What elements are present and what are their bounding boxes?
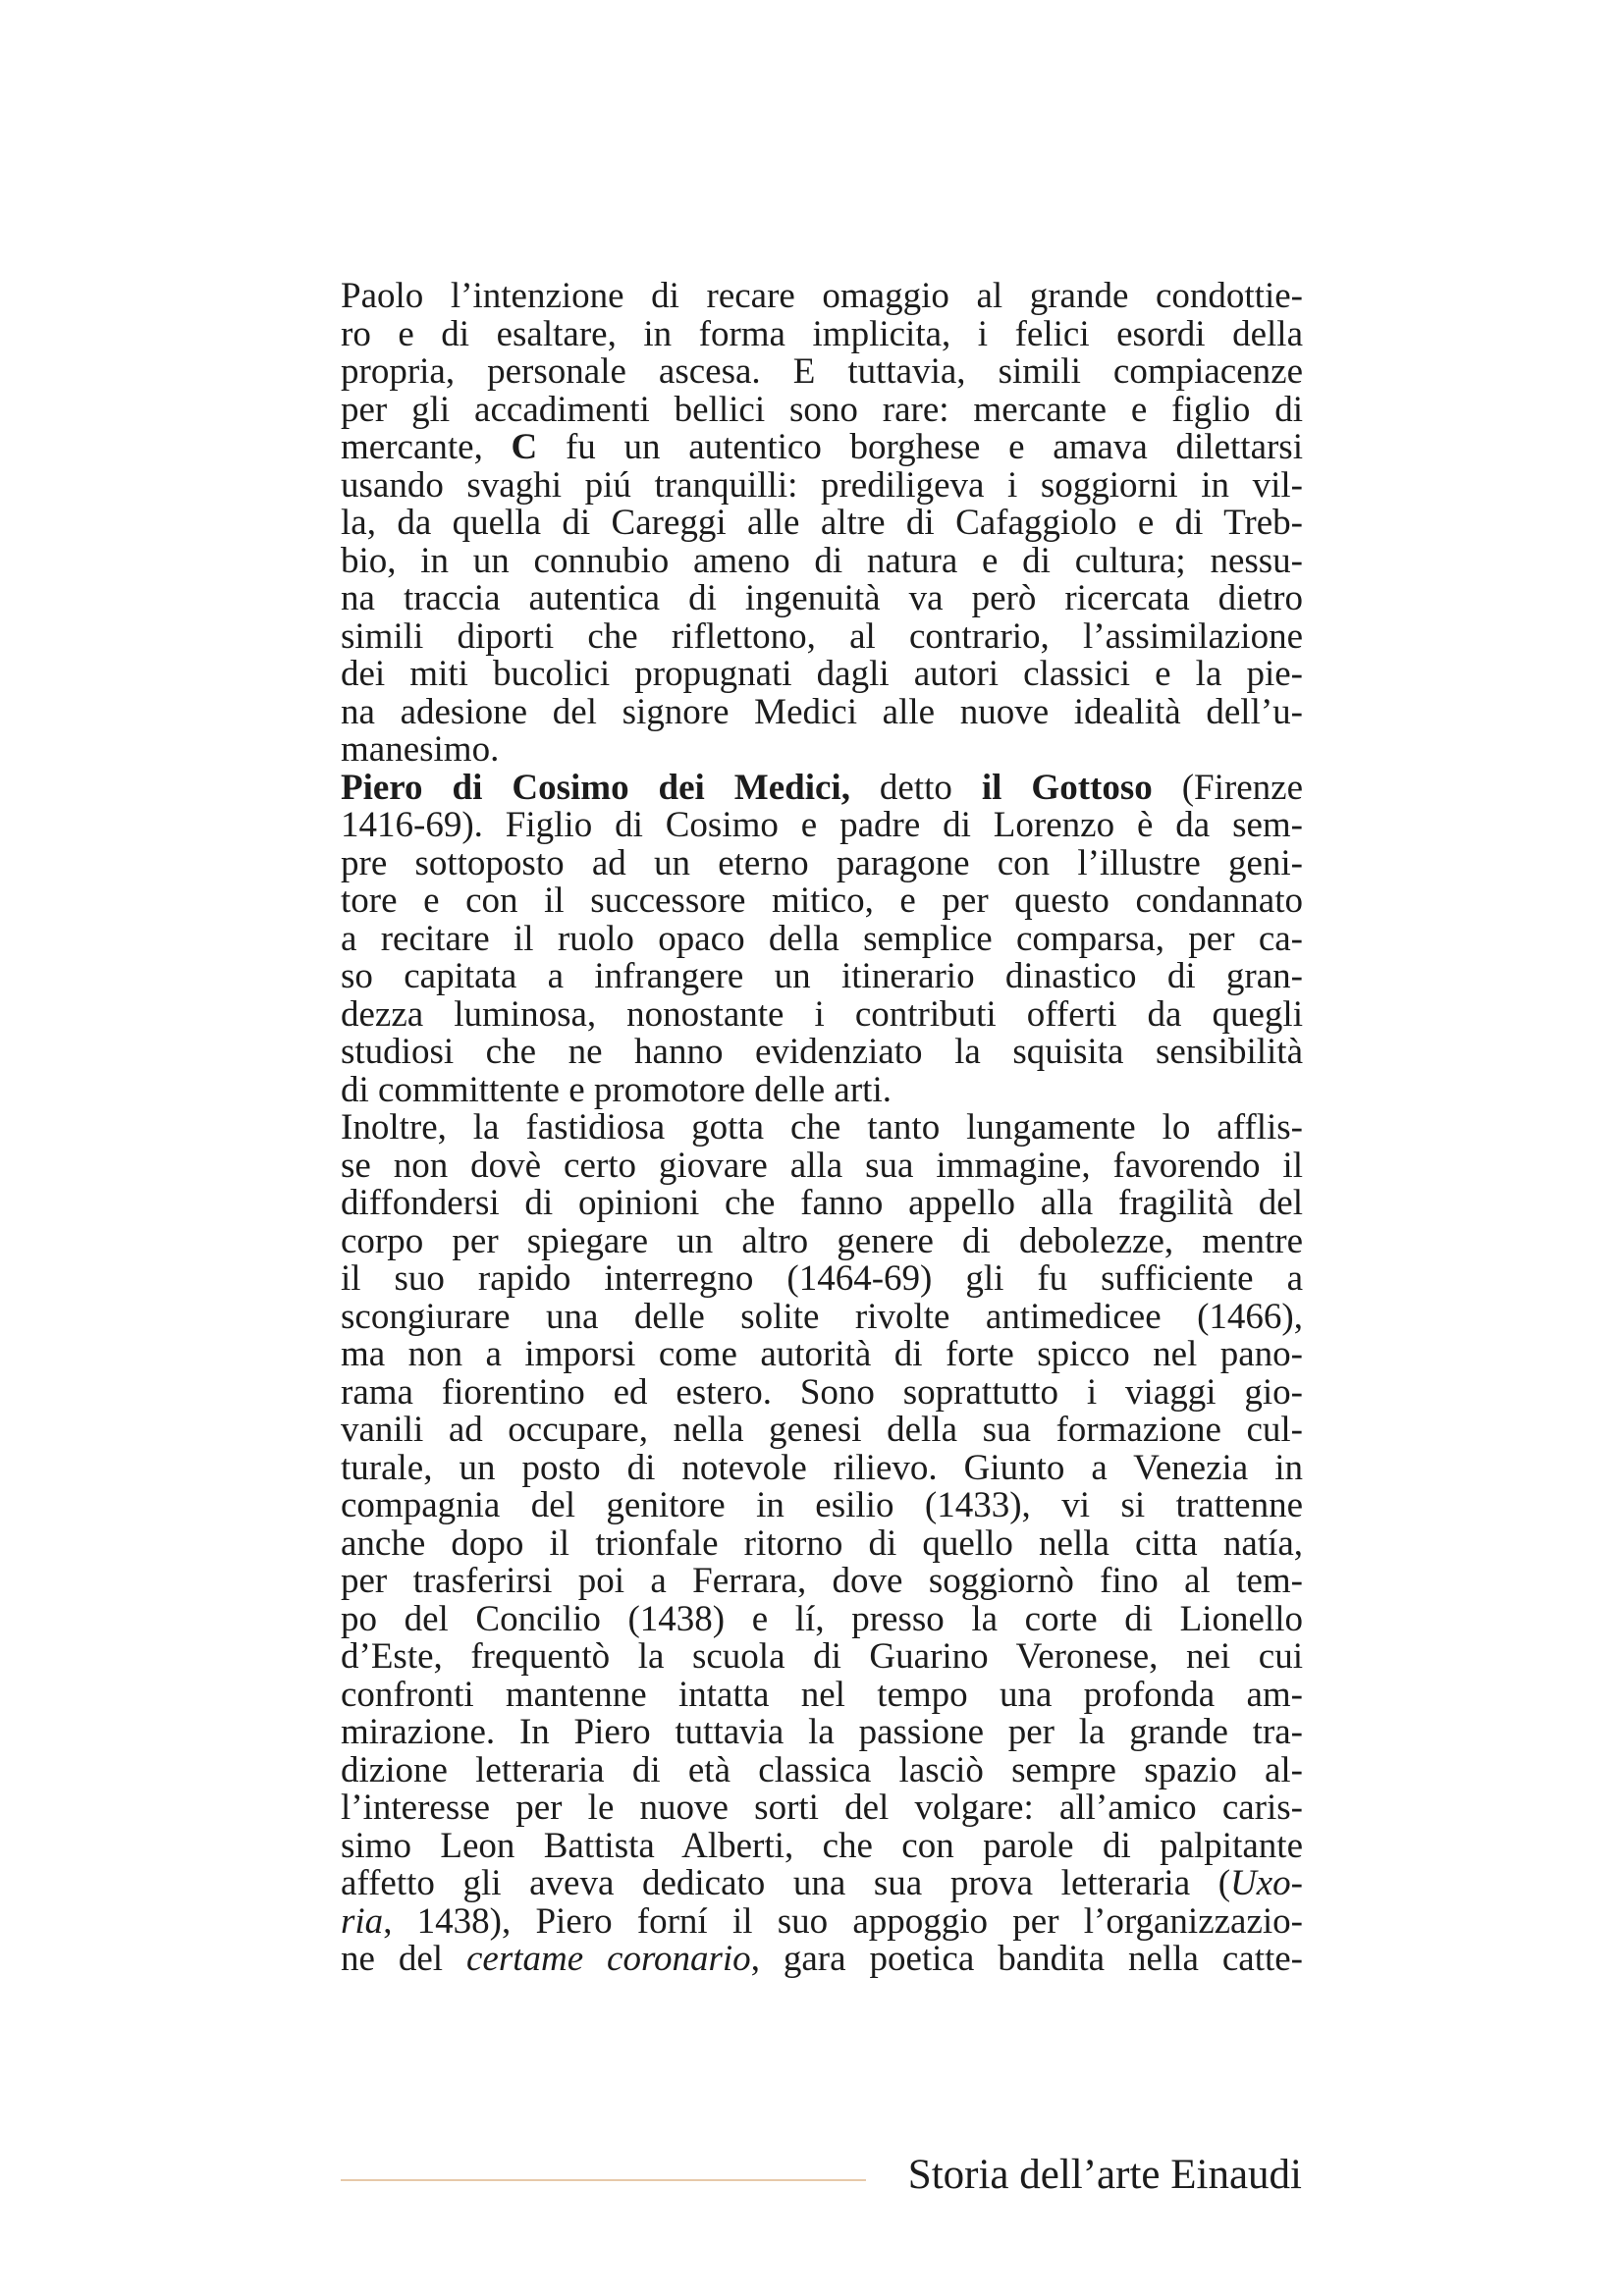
italic-term: Uxo-: [1230, 1863, 1303, 1903]
text-line: [341, 1336, 1303, 1374]
text-line: [341, 1412, 1303, 1450]
text-line: [341, 1260, 1303, 1299]
text-segment: pre sottoposto ad un eterno paragone con l’illustre geni-: [341, 842, 1303, 883]
text-line: [341, 1789, 1303, 1828]
text-line: [341, 1563, 1303, 1601]
text-line: [341, 1825, 1303, 1866]
text-line: [341, 1371, 1303, 1413]
text-segment: confronti mantenne intatta nel tempo una profonda am-: [341, 1674, 1303, 1715]
text-segment: se non dovè certo giovare alla sua immagine, favorendo il: [341, 1145, 1303, 1186]
text-line: [341, 389, 1303, 430]
text-line: [341, 1034, 1303, 1072]
text-segment: a recitare il ruolo opaco della semplice comparsa, per ca-: [341, 918, 1303, 959]
italic-term: ria: [341, 1900, 384, 1942]
text-line: [341, 1447, 1303, 1488]
text-segment: per gli accadimenti bellici sono rare: mercante e figlio di: [341, 389, 1303, 430]
text-line: [341, 1522, 1303, 1564]
text-line: [341, 1185, 1303, 1223]
text-line: [341, 313, 1303, 354]
text-segment: simili diporti che riflettono, al contrario, l’assimilazione: [341, 615, 1303, 657]
text-line: [341, 278, 1303, 316]
text-line: [341, 1145, 1303, 1186]
text-line: [341, 1220, 1303, 1261]
text-segment: 1416-69). Figlio di Cosimo e padre di Lorenzo è da sem-: [341, 805, 1303, 845]
text-segment: di committente e promotore delle arti.: [341, 1069, 892, 1110]
text-line: [341, 505, 1303, 543]
text-segment: studiosi che ne hanno evidenziato la squisita sensibilità: [341, 1032, 1303, 1072]
bold-term: C: [511, 427, 538, 467]
text-segment: affetto gli aveva dedicato una sua prova letteraria (: [341, 1863, 1231, 1903]
text-segment: mirazione. In Piero tuttavia la passione per la grande tra-: [341, 1712, 1303, 1752]
text-segment: Paolo l’intenzione di recare omaggio al grande condottie-: [341, 276, 1303, 316]
text-segment: (Firenze: [1152, 767, 1303, 808]
text-line: [341, 615, 1303, 657]
text-segment: ne del: [341, 1939, 466, 1979]
footer-title: Storia dell’arte Einaudi: [907, 2152, 1302, 2198]
text-segment: vanili ad occupare, nella genesi della sua formazione cul-: [341, 1410, 1303, 1450]
text-line: [341, 1941, 1303, 1979]
text-line: [341, 1109, 1303, 1148]
text-line: [341, 1749, 1303, 1790]
text-line: [341, 993, 1303, 1035]
text-segment: so capitata a infrangere un itinerario dinastico di gran-: [341, 956, 1303, 996]
text-line: [341, 1296, 1303, 1337]
text-line: [341, 429, 1303, 467]
text-line: [341, 656, 1303, 694]
text-segment: bio, in un connubio ameno di natura e di cultura; nessu-: [341, 540, 1303, 581]
text-line: [341, 1069, 1303, 1110]
text-segment: per trasferirsi poi a Ferrara, dove soggiornò fino al tem-: [341, 1561, 1303, 1601]
text-segment: anche dopo il trionfale ritorno di quello nella citta natía,: [341, 1522, 1303, 1564]
text-line: [341, 1638, 1303, 1677]
text-line: [341, 1714, 1303, 1752]
text-line: [341, 1674, 1303, 1715]
text-line: [341, 464, 1303, 506]
text-segment: compagnia del genitore in esilio (1433), vi si trattenne: [341, 1485, 1303, 1525]
text-segment: Inoltre, la fastidiosa gotta che tanto lungamente lo afflis-: [341, 1107, 1303, 1148]
text-segment: , gara poetica bandita nella catte-: [750, 1939, 1303, 1979]
text-segment: dei miti bucolici propugnati dagli autori classici e la pie-: [341, 654, 1303, 694]
text-segment: simo Leon Battista Alberti, che con parole di palpitante: [341, 1825, 1303, 1866]
text-segment: tore e con il successore mitico, e per questo condannato: [341, 881, 1303, 921]
text-segment: corpo per spiegare un altro genere di debolezze, mentre: [341, 1220, 1303, 1261]
text-line: [341, 1487, 1303, 1525]
text-line: [341, 1900, 1303, 1942]
text-segment: rama fiorentino ed estero. Sono soprattutto i viaggi gio-: [341, 1371, 1303, 1413]
text-segment: diffondersi di opinioni che fanno appello alla fragilità del: [341, 1183, 1303, 1223]
text-segment: , 1438), Piero forní il suo appoggio per l’organizzazio-: [383, 1900, 1303, 1942]
text-segment: fu un autentico borghese e amava dilettarsi: [537, 427, 1303, 467]
text-segment: dizione letteraria di età classica lasciò sempre spazio al-: [341, 1749, 1303, 1790]
text-line: [341, 807, 1303, 845]
text-segment: dezza luminosa, nonostante i contributi offerti da quegli: [341, 993, 1303, 1035]
text-line: [341, 767, 1303, 808]
footer-rule: [341, 2179, 866, 2181]
text-segment: ro e di esaltare, in forma implicita, i felici esordi della: [341, 313, 1303, 354]
text-line: [341, 580, 1303, 618]
text-segment: na adesione del signore Medici alle nuove idealità dell’u-: [341, 691, 1303, 732]
text-segment: manesimo.: [341, 729, 500, 770]
text-line: [341, 1865, 1303, 1903]
italic-term: certame coronario: [465, 1939, 751, 1979]
text-line: [341, 540, 1303, 581]
text-line: [341, 882, 1303, 921]
text-line: [341, 918, 1303, 959]
text-segment: turale, un posto di notevole rilievo. Giunto a Venezia in: [341, 1447, 1303, 1488]
body-text: [341, 278, 1303, 1979]
text-line: [341, 1598, 1303, 1639]
text-segment: ma non a imporsi come autorità di forte spicco nel pano-: [341, 1334, 1303, 1374]
text-segment: na traccia autentica di ingenuità va però ricercata dietro: [341, 578, 1303, 618]
bold-term: il Gottoso: [981, 767, 1153, 808]
text-line: [341, 731, 1303, 770]
text-segment: usando svaghi piú tranquilli: prediligeva i soggiorni in vil-: [341, 464, 1303, 506]
text-segment: il suo rapido interregno (1464-69) gli fu sufficiente a: [341, 1258, 1303, 1299]
text-segment: d’Este, frequentò la scuola di Guarino Veronese, nei cui: [341, 1636, 1303, 1677]
bold-term: Piero di Cosimo dei Medici,: [341, 767, 850, 808]
text-segment: la, da quella di Careggi alle altre di Cafaggiolo e di Treb-: [341, 503, 1303, 543]
text-segment: scongiurare una delle solite rivolte antimedicee (1466),: [341, 1296, 1303, 1337]
text-line: [341, 958, 1303, 996]
text-segment: po del Concilio (1438) e lí, presso la corte di Lionello: [341, 1598, 1303, 1639]
text-segment: detto: [849, 767, 982, 808]
text-line: [341, 691, 1303, 732]
text-segment: propria, personale ascesa. E tuttavia, simili compiacenze: [341, 351, 1303, 392]
text-segment: l’interesse per le nuove sorti del volgare: all’amico caris-: [341, 1788, 1303, 1828]
text-line: [341, 353, 1303, 392]
text-segment: mercante,: [341, 427, 512, 467]
text-line: [341, 842, 1303, 883]
